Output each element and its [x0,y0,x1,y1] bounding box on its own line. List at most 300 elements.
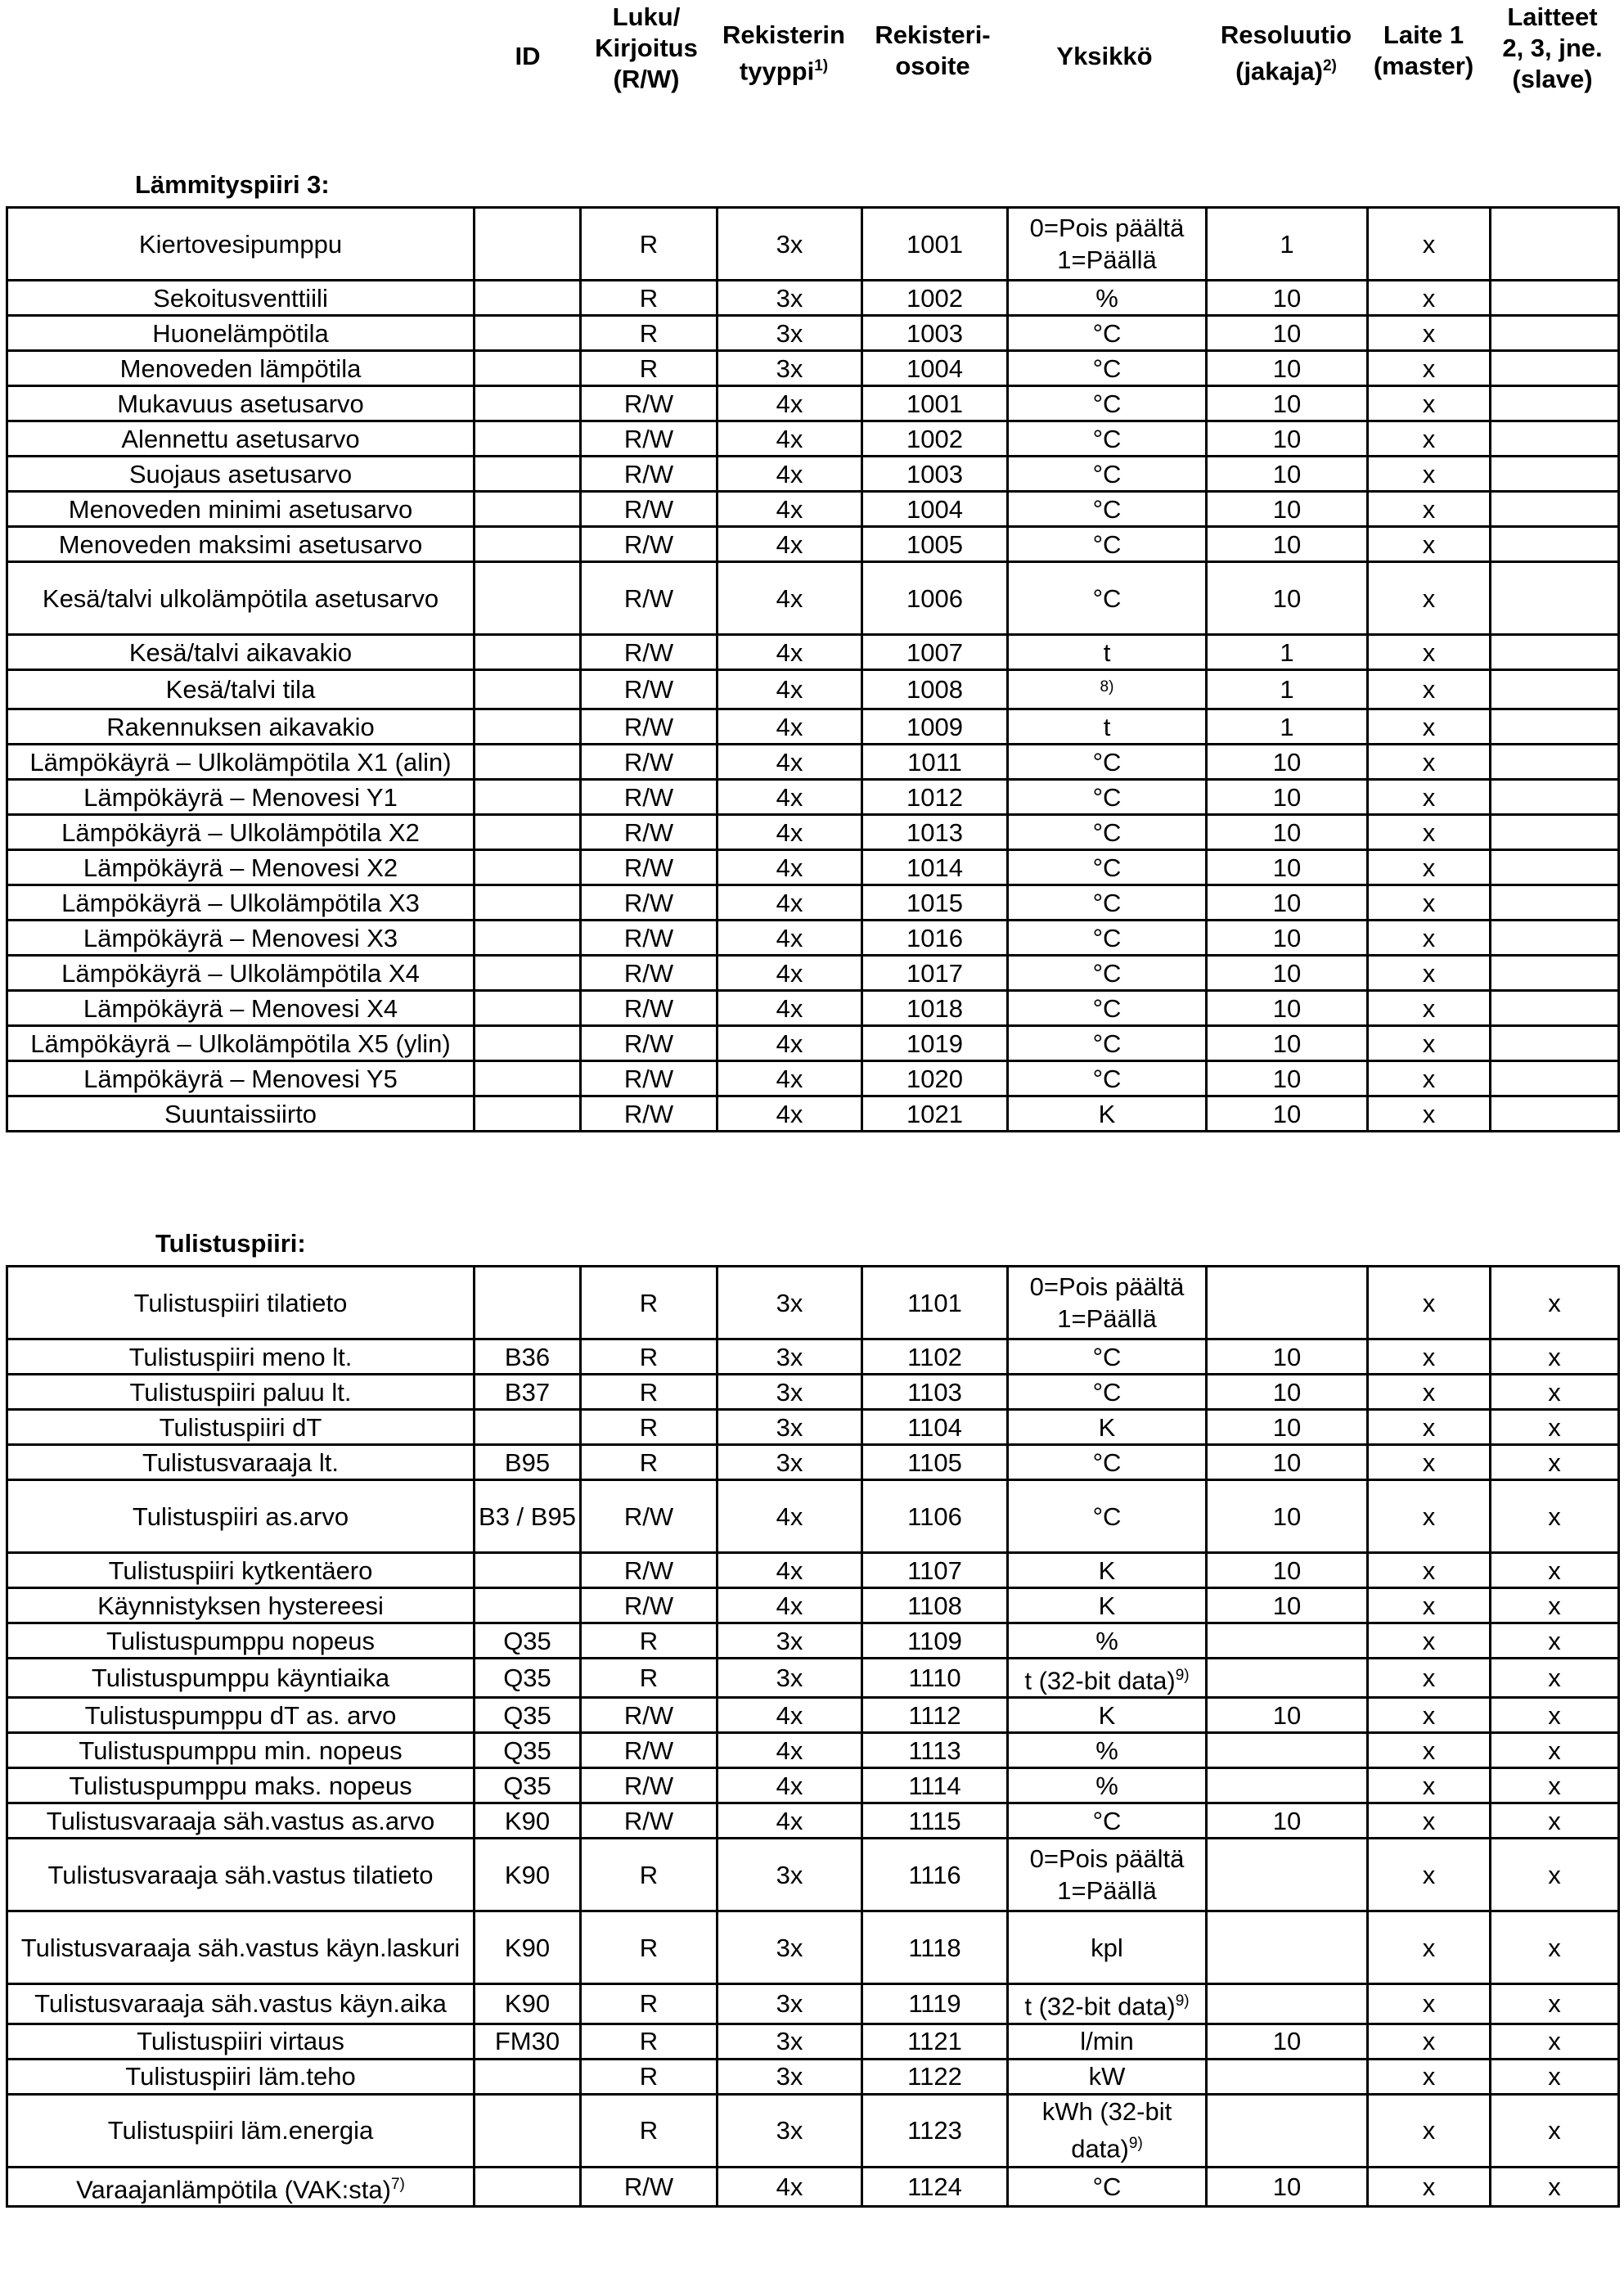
cell-resolution: 10 [1207,885,1368,921]
cell-unit: kW [1008,2059,1207,2094]
cell-register-type: 3x [718,1623,862,1659]
table-row [7,2024,1619,2059]
table-header [0,0,1624,123]
table-row [7,1911,1619,1984]
cell-rw: R/W [581,527,718,562]
cell-slave [1491,956,1619,991]
table-row [7,1839,1619,1911]
cell-id [475,850,581,885]
table-row [7,562,1619,635]
cell-id [475,1588,581,1623]
cell-name: Lämpökäyrä – Menovesi Y1 [7,780,475,815]
table-row [7,2167,1619,2206]
cell-register-type: 4x [718,1026,862,1061]
cell-name: Tulistuspiiri kytkentäero [7,1553,475,1588]
cell-id: B36 [475,1339,581,1375]
cell-slave [1491,921,1619,956]
table-row [7,1659,1619,1698]
cell-register-address: 1114 [862,1768,1008,1803]
cell-master: x [1368,1096,1491,1132]
cell-register-address: 1020 [862,1061,1008,1096]
cell-register-address: 1004 [862,492,1008,527]
cell-name: Lämpökäyrä – Menovesi Y5 [7,1061,475,1096]
cell-id [475,1410,581,1445]
cell-slave: x [1491,1339,1619,1375]
cell-name: Huonelämpötila [7,316,475,351]
cell-resolution: 10 [1207,527,1368,562]
cell-register-address: 1004 [862,351,1008,386]
table-row [7,386,1619,421]
cell-resolution: 10 [1207,1096,1368,1132]
table-row [7,1803,1619,1839]
header-rw: Luku/ Kirjoitus (R/W) [595,2,698,93]
cell-register-type: 4x [718,2167,862,2206]
cell-unit: °C [1008,850,1207,885]
cell-resolution: 10 [1207,1480,1368,1553]
cell-resolution: 1 [1207,208,1368,281]
table-row [7,850,1619,885]
table-row [7,208,1619,281]
cell-master: x [1368,670,1491,709]
cell-resolution [1207,2094,1368,2167]
cell-rw: R/W [581,635,718,670]
cell-id [475,351,581,386]
cell-rw: R [581,1839,718,1911]
cell-register-address: 1115 [862,1803,1008,1839]
cell-slave [1491,351,1619,386]
cell-unit: °C [1008,745,1207,780]
cell-unit: °C [1008,991,1207,1026]
cell-resolution [1207,1267,1368,1339]
cell-register-type: 4x [718,1096,862,1132]
cell-register-type: 4x [718,780,862,815]
cell-resolution: 10 [1207,386,1368,421]
cell-register-type: 4x [718,1698,862,1733]
cell-id [475,1026,581,1061]
cell-unit: °C [1008,1375,1207,1410]
cell-slave [1491,815,1619,850]
cell-resolution: 10 [1207,1588,1368,1623]
section-title-heating-circuit-3: Lämmityspiiri 3: [135,170,330,199]
cell-unit: °C [1008,1026,1207,1061]
cell-register-type: 4x [718,709,862,745]
cell-unit: °C [1008,492,1207,527]
heating-circuit-3-table [6,206,1620,1132]
cell-register-type: 4x [718,421,862,457]
cell-master: x [1368,2024,1491,2059]
table-row [7,281,1619,316]
cell-id [475,421,581,457]
cell-rw: R/W [581,386,718,421]
cell-name: Tulistuspiiri tilatieto [7,1267,475,1339]
cell-master: x [1368,1623,1491,1659]
cell-id: Q35 [475,1623,581,1659]
cell-register-address: 1101 [862,1267,1008,1339]
cell-register-type: 3x [718,1267,862,1339]
cell-rw: R/W [581,2167,718,2206]
cell-unit: % [1008,1733,1207,1768]
cell-resolution: 10 [1207,815,1368,850]
cell-rw: R/W [581,1588,718,1623]
cell-register-type: 3x [718,1410,862,1445]
cell-slave [1491,635,1619,670]
table-row [7,457,1619,492]
cell-id: K90 [475,1911,581,1984]
cell-slave: x [1491,1698,1619,1733]
cell-id: Q35 [475,1768,581,1803]
cell-register-address: 1002 [862,281,1008,316]
cell-id [475,956,581,991]
cell-resolution: 10 [1207,780,1368,815]
cell-rw: R/W [581,562,718,635]
cell-resolution: 10 [1207,351,1368,386]
cell-resolution: 10 [1207,956,1368,991]
cell-register-address: 1003 [862,457,1008,492]
cell-master: x [1368,850,1491,885]
cell-register-type: 4x [718,1588,862,1623]
cell-rw: R [581,1445,718,1480]
cell-id: B95 [475,1445,581,1480]
cell-rw: R/W [581,1698,718,1733]
cell-unit: °C [1008,885,1207,921]
table-row [7,1026,1619,1061]
cell-resolution: 10 [1207,1339,1368,1375]
cell-register-type: 3x [718,2059,862,2094]
cell-register-address: 1006 [862,562,1008,635]
cell-name: Kesä/talvi aikavakio [7,635,475,670]
cell-rw: R [581,1659,718,1698]
cell-master: x [1368,2167,1491,2206]
cell-master: x [1368,316,1491,351]
cell-master: x [1368,1839,1491,1911]
cell-rw: R/W [581,850,718,885]
cell-master: x [1368,1984,1491,2024]
table-row [7,921,1619,956]
cell-rw: R [581,1984,718,2024]
cell-master: x [1368,457,1491,492]
cell-name: Lämpökäyrä – Ulkolämpötila X2 [7,815,475,850]
cell-name: Lämpökäyrä – Menovesi X2 [7,850,475,885]
cell-name: Varaajanlämpötila (VAK:sta)$^{7)}$ [7,2167,475,2206]
cell-register-type: 4x [718,921,862,956]
cell-name: Mukavuus asetusarvo [7,386,475,421]
cell-register-address: 1104 [862,1410,1008,1445]
cell-master: x [1368,1698,1491,1733]
cell-register-address: 1107 [862,1553,1008,1588]
cell-unit: °C [1008,562,1207,635]
cell-rw: R/W [581,457,718,492]
cell-register-address: 1017 [862,956,1008,991]
cell-unit: t (32-bit data)$^{9)}$ [1008,1984,1207,2024]
cell-name: Tulistusvaraaja lt. [7,1445,475,1480]
cell-register-type: 4x [718,1553,862,1588]
cell-register-type: 3x [718,281,862,316]
table-row [7,1623,1619,1659]
cell-register-type: 3x [718,316,862,351]
cell-id [475,885,581,921]
cell-register-type: 4x [718,562,862,635]
cell-master: x [1368,208,1491,281]
cell-unit: °C [1008,457,1207,492]
cell-id [475,386,581,421]
cell-resolution [1207,1733,1368,1768]
cell-register-address: 1121 [862,2024,1008,2059]
cell-unit: t (32-bit data)$^{9)}$ [1008,1659,1207,1698]
cell-name: Lämpökäyrä – Ulkolämpötila X3 [7,885,475,921]
cell-slave: x [1491,1267,1619,1339]
cell-resolution: 10 [1207,421,1368,457]
cell-rw: R/W [581,1026,718,1061]
cell-id [475,2167,581,2206]
cell-register-address: 1012 [862,780,1008,815]
cell-register-type: 4x [718,1061,862,1096]
cell-slave [1491,281,1619,316]
cell-master: x [1368,1553,1491,1588]
cell-name: Tulistuspiiri dT [7,1410,475,1445]
cell-unit: °C [1008,1061,1207,1096]
cell-unit: 8) [1008,670,1207,709]
table-row [7,1410,1619,1445]
cell-unit: 0=Pois päältä 1=Päällä [1008,208,1207,281]
cell-register-type: 4x [718,991,862,1026]
table-row [7,956,1619,991]
cell-id: Q35 [475,1733,581,1768]
cell-register-address: 1018 [862,991,1008,1026]
cell-resolution: 10 [1207,850,1368,885]
cell-slave [1491,670,1619,709]
header-id: ID [515,42,541,70]
cell-id [475,562,581,635]
cell-slave: x [1491,1984,1619,2024]
cell-rw: R/W [581,991,718,1026]
cell-register-address: 1105 [862,1445,1008,1480]
cell-id [475,991,581,1026]
cell-slave [1491,1061,1619,1096]
cell-unit: °C [1008,1480,1207,1553]
cell-name: Lämpökäyrä – Menovesi X3 [7,921,475,956]
cell-resolution: 10 [1207,1026,1368,1061]
cell-rw: R/W [581,1733,718,1768]
cell-name: Tulistuspiiri läm.energia [7,2094,475,2167]
cell-unit: % [1008,1623,1207,1659]
cell-name: Kiertovesipumppu [7,208,475,281]
table-row [7,1339,1619,1375]
table-row [7,709,1619,745]
cell-register-address: 1003 [862,316,1008,351]
table-row [7,1733,1619,1768]
cell-name: Tulistuspumppu nopeus [7,1623,475,1659]
cell-slave: x [1491,1445,1619,1480]
cell-rw: R [581,208,718,281]
cell-id [475,2094,581,2167]
cell-slave: x [1491,1588,1619,1623]
cell-id [475,527,581,562]
cell-rw: R/W [581,921,718,956]
cell-slave: x [1491,1839,1619,1911]
cell-name: Alennettu asetusarvo [7,421,475,457]
cell-slave [1491,1096,1619,1132]
cell-register-address: 1124 [862,2167,1008,2206]
cell-register-address: 1015 [862,885,1008,921]
cell-master: x [1368,386,1491,421]
table-row [7,780,1619,815]
cell-id [475,635,581,670]
cell-resolution [1207,2059,1368,2094]
cell-unit: K [1008,1410,1207,1445]
cell-register-address: 1016 [862,921,1008,956]
cell-rw: R/W [581,1553,718,1588]
cell-register-type: 4x [718,635,862,670]
cell-slave [1491,457,1619,492]
cell-slave [1491,386,1619,421]
cell-id: B3 / B95 [475,1480,581,1553]
cell-register-type: 3x [718,1839,862,1911]
cell-slave [1491,1026,1619,1061]
cell-unit: t [1008,635,1207,670]
cell-resolution: 10 [1207,1553,1368,1588]
cell-resolution: 10 [1207,1698,1368,1733]
cell-resolution: 10 [1207,991,1368,1026]
cell-master: x [1368,1339,1491,1375]
table-row [7,745,1619,780]
cell-name: Tulistusvaraaja säh.vastus tilatieto [7,1839,475,1911]
cell-name: Tulistuspiiri paluu lt. [7,1375,475,1410]
cell-resolution: 10 [1207,562,1368,635]
cell-slave: x [1491,1768,1619,1803]
cell-rw: R/W [581,709,718,745]
cell-resolution: 10 [1207,1803,1368,1839]
cell-master: x [1368,921,1491,956]
cell-register-address: 1019 [862,1026,1008,1061]
cell-resolution [1207,1659,1368,1698]
cell-register-type: 4x [718,815,862,850]
cell-register-address: 1116 [862,1839,1008,1911]
cell-unit: % [1008,281,1207,316]
table-row [7,2094,1619,2167]
cell-master: x [1368,281,1491,316]
cell-master: x [1368,492,1491,527]
cell-id [475,815,581,850]
cell-unit: K [1008,1698,1207,1733]
cell-rw: R/W [581,1480,718,1553]
cell-rw: R [581,2059,718,2094]
cell-register-type: 4x [718,492,862,527]
cell-resolution: 10 [1207,921,1368,956]
cell-id: K90 [475,1803,581,1839]
cell-resolution: 10 [1207,2167,1368,2206]
cell-slave [1491,527,1619,562]
header-register-address: Rekisteri- osoite [875,20,991,80]
cell-rw: R/W [581,421,718,457]
cell-register-type: 4x [718,885,862,921]
cell-id: K90 [475,1839,581,1911]
cell-register-type: 3x [718,1445,862,1480]
cell-master: x [1368,2059,1491,2094]
cell-rw: R/W [581,1096,718,1132]
table-row [7,1984,1619,2024]
header-slave: Laitteet 2, 3, jne. (slave) [1502,2,1603,93]
cell-master: x [1368,1445,1491,1480]
cell-name: Tulistusvaraaja säh.vastus as.arvo [7,1803,475,1839]
cell-master: x [1368,885,1491,921]
cell-resolution: 10 [1207,457,1368,492]
cell-resolution [1207,1911,1368,1984]
cell-slave [1491,780,1619,815]
cell-rw: R [581,316,718,351]
cell-unit: t [1008,709,1207,745]
cell-slave: x [1491,1410,1619,1445]
table-row [7,492,1619,527]
cell-resolution: 10 [1207,281,1368,316]
cell-register-type: 3x [718,1339,862,1375]
cell-register-address: 1122 [862,2059,1008,2094]
cell-name: Tulistuspiiri meno lt. [7,1339,475,1375]
cell-slave: x [1491,1803,1619,1839]
cell-master: x [1368,1026,1491,1061]
cell-unit: °C [1008,780,1207,815]
table-row [7,815,1619,850]
cell-resolution [1207,1623,1368,1659]
cell-unit: % [1008,1768,1207,1803]
cell-register-address: 1005 [862,527,1008,562]
cell-resolution: 10 [1207,1061,1368,1096]
cell-unit: °C [1008,956,1207,991]
cell-register-type: 3x [718,2024,862,2059]
cell-resolution: 10 [1207,492,1368,527]
cell-id: FM30 [475,2024,581,2059]
cell-name: Lämpökäyrä – Ulkolämpötila X5 (ylin) [7,1026,475,1061]
cell-rw: R/W [581,670,718,709]
cell-unit: l/min [1008,2024,1207,2059]
cell-resolution: 1 [1207,670,1368,709]
cell-name: Lämpökäyrä – Menovesi X4 [7,991,475,1026]
cell-master: x [1368,991,1491,1026]
cell-id [475,281,581,316]
cell-slave [1491,492,1619,527]
cell-id [475,457,581,492]
cell-name: Suuntaissiirto [7,1096,475,1132]
section-title-superheat-circuit: Tulistuspiiri: [155,1229,306,1258]
cell-register-type: 3x [718,2094,862,2167]
cell-rw: R/W [581,815,718,850]
cell-register-address: 1123 [862,2094,1008,2167]
cell-master: x [1368,1267,1491,1339]
cell-resolution: 10 [1207,316,1368,351]
table-row [7,1061,1619,1096]
table-row [7,885,1619,921]
cell-master: x [1368,527,1491,562]
cell-name: Tulistuspumppu dT as. arvo [7,1698,475,1733]
cell-name: Menoveden lämpötila [7,351,475,386]
cell-id [475,670,581,709]
cell-register-address: 1118 [862,1911,1008,1984]
cell-unit: °C [1008,1339,1207,1375]
table-row [7,316,1619,351]
table-row [7,1375,1619,1410]
cell-name: Tulistuspiiri virtaus [7,2024,475,2059]
header-register-type: Rekisterin tyyppi$^{1)}$ [722,20,845,86]
cell-id: Q35 [475,1698,581,1733]
cell-unit: K [1008,1553,1207,1588]
cell-unit: °C [1008,921,1207,956]
cell-unit: °C [1008,1803,1207,1839]
table-row [7,1588,1619,1623]
cell-name: Menoveden maksimi asetusarvo [7,527,475,562]
cell-slave: x [1491,1480,1619,1553]
cell-name: Rakennuksen aikavakio [7,709,475,745]
cell-resolution: 10 [1207,1375,1368,1410]
cell-register-type: 4x [718,1803,862,1839]
